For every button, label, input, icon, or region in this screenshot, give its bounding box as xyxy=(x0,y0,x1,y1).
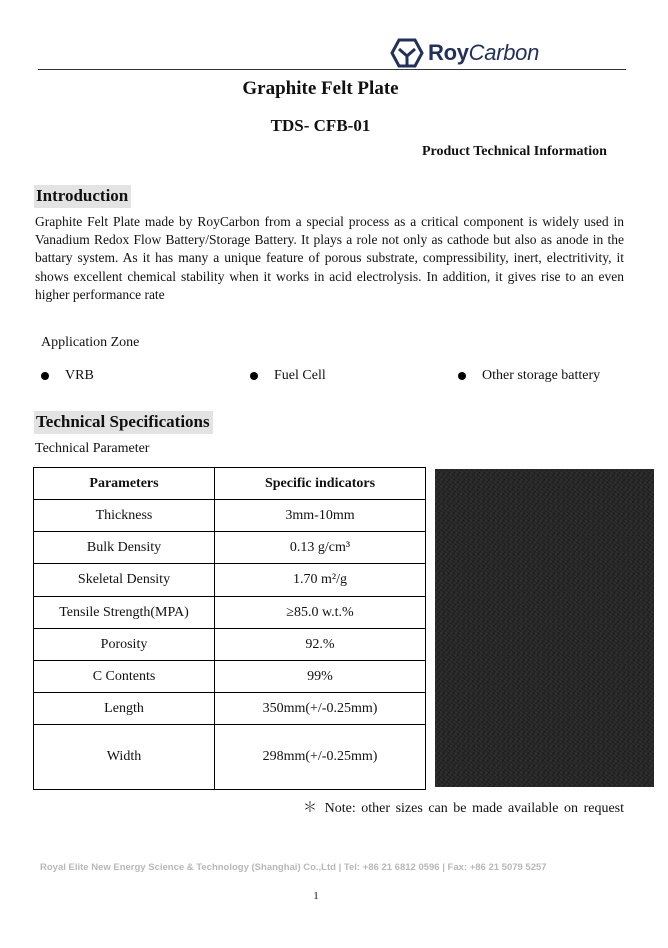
table-row xyxy=(34,661,426,693)
table-header-row xyxy=(34,468,426,500)
param-value: 3mm-10mm xyxy=(215,500,426,532)
header-rule xyxy=(38,69,626,70)
bullet-icon xyxy=(41,372,49,380)
application-zone-label: Application Zone xyxy=(41,335,140,350)
param-name: Porosity xyxy=(34,629,215,661)
footer-contact: Royal Elite New Energy Science & Technology (Shanghai) Co.,Ltd | Tel: +86 21 6812 0596 | Fax: +86 21 5079 5257 xyxy=(40,862,547,873)
param-value: 298mm(+/-0.25mm) xyxy=(215,725,426,790)
param-name: Tensile Strength(MPA) xyxy=(34,597,215,629)
param-name: C Contents xyxy=(34,661,215,693)
application-item-vrb: VRB xyxy=(41,368,94,384)
param-value: 350mm(+/-0.25mm) xyxy=(215,693,426,725)
param-name: Skeletal Density xyxy=(34,564,215,597)
param-value: 99% xyxy=(215,661,426,693)
document-subtitle: Product Technical Information xyxy=(422,144,607,159)
param-name: Bulk Density xyxy=(34,532,215,564)
table-row xyxy=(34,629,426,661)
param-name: Thickness xyxy=(34,500,215,532)
graphite-felt-photo xyxy=(435,469,654,787)
param-name: Length xyxy=(34,693,215,725)
technical-specifications-heading: Technical Specifications xyxy=(34,411,213,434)
brand-name: RoyCarbon xyxy=(428,40,540,65)
table-row xyxy=(34,500,426,532)
page-number: 1 xyxy=(313,890,319,902)
bullet-icon xyxy=(250,372,258,380)
table-row xyxy=(34,597,426,629)
param-value: 0.13 g/cm³ xyxy=(215,532,426,564)
document-title: Graphite Felt Plate xyxy=(242,78,399,99)
param-value: 92.% xyxy=(215,629,426,661)
technical-parameter-label: Technical Parameter xyxy=(35,441,150,456)
brand-logo xyxy=(390,38,539,68)
table-row xyxy=(34,564,426,597)
header-specific-indicators: Specific indicators xyxy=(215,468,426,500)
hexagon-logo-icon xyxy=(390,38,424,68)
document-code: TDS- CFB-01 xyxy=(270,116,371,135)
introduction-heading: Introduction xyxy=(34,185,131,208)
param-value: 1.70 m²/g xyxy=(215,564,426,597)
bullet-icon xyxy=(458,372,466,380)
table-row xyxy=(34,532,426,564)
application-item-other: Other storage battery xyxy=(458,368,600,384)
application-item-fuel-cell: Fuel Cell xyxy=(250,368,326,384)
size-note: ＊ Note: other sizes can be made available on request xyxy=(303,801,624,816)
header-parameters: Parameters xyxy=(34,468,215,500)
table-row xyxy=(34,725,426,790)
table-row xyxy=(34,693,426,725)
param-value: ≥85.0 w.t.% xyxy=(215,597,426,629)
spec-table xyxy=(33,467,426,790)
introduction-body: Graphite Felt Plate made by RoyCarbon from a special process as a critical component is widely used in Vanadium Redox Flow Battery/Storage Battery. It plays a role not only as cathode but also as anode in the battary system. As it has many a unique feature of porous substrate, compressibility, inert, electritivity, it shows excellent chemical stability when it works in acid electrolysis. In addition, it gives rise to an even higher performance rate xyxy=(35,214,624,302)
param-name: Width xyxy=(34,725,215,790)
